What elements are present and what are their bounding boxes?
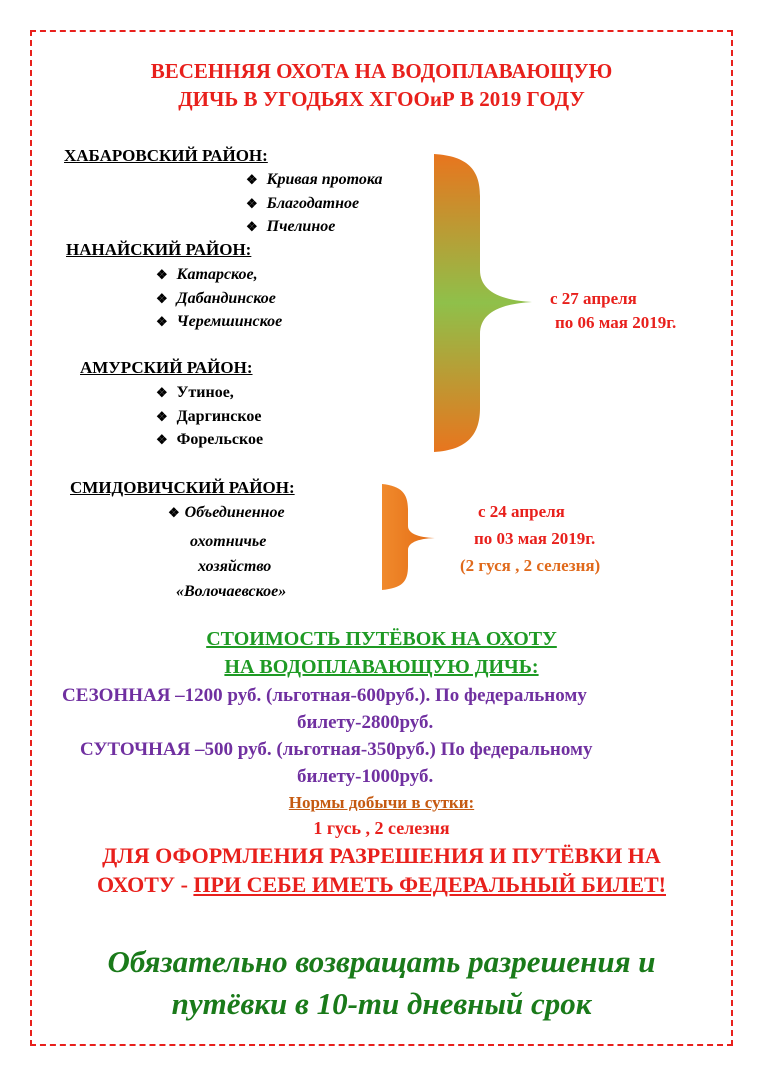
warning-line-2: ОХОТУ - ПРИ СЕБЕ ИМЕТЬ ФЕДЕРАЛЬНЫЙ БИЛЕТ! [96, 872, 666, 897]
curly-brace-small [380, 482, 442, 592]
diamond-bullet-icon: ❖ [156, 314, 168, 329]
place-item: «Волочаевское» [176, 583, 287, 600]
cost-daily-line-1: СУТОЧНАЯ –500 руб. (льготная-350руб.) По федеральному [80, 739, 593, 760]
cost-heading-1: СТОИМОСТЬ ПУТЁВОК НА ОХОТУ [206, 628, 557, 650]
place-item: ❖ Даргинское [156, 408, 262, 425]
diamond-bullet-icon: ❖ [156, 432, 168, 447]
place-item: ❖ Черемшинское [156, 313, 283, 330]
diamond-bullet-icon: ❖ [156, 291, 168, 306]
diamond-bullet-icon: ❖ [246, 196, 258, 211]
district-khabarovsky: ХАБАРОВСКИЙ РАЙОН: [64, 146, 268, 165]
place-item: охотничье [190, 533, 267, 550]
diamond-bullet-icon: ❖ [156, 385, 168, 400]
period2-to: по 03 мая 2019г. [474, 529, 596, 548]
place-item: ❖ Кривая протока [246, 171, 383, 188]
place-item: хозяйство [198, 558, 272, 575]
norms-heading: Нормы добычи в сутки: [288, 793, 475, 812]
diamond-bullet-icon: ❖ [246, 219, 258, 234]
diamond-bullet-icon: ❖ [156, 409, 168, 424]
norms-value: 1 гусь , 2 селезня [313, 818, 450, 838]
place-item: ❖ Форельское [156, 431, 264, 448]
place-item: ❖ Утиное, [156, 384, 234, 401]
final-line-2: путёвки в 10-ти дневный срок [171, 986, 592, 1021]
period1-from: с 27 апреля [550, 289, 637, 308]
district-nanaisky: НАНАЙСКИЙ РАЙОН: [66, 240, 252, 259]
district-amursky: АМУРСКИЙ РАЙОН: [80, 358, 253, 377]
cost-daily-line-2: билету-1000руб. [297, 766, 434, 787]
period2-limit: (2 гуся , 2 селезня) [460, 556, 601, 575]
district-smidovichsky: СМИДОВИЧСКИЙ РАЙОН: [70, 478, 295, 497]
period2-from: с 24 апреля [478, 502, 565, 521]
cost-heading-2: НА ВОДОПЛАВАЮЩУЮ ДИЧЬ: [224, 656, 539, 678]
diamond-bullet-icon: ❖ [246, 172, 258, 187]
warning-line-1: ДЛЯ ОФОРМЛЕНИЯ РАЗРЕШЕНИЯ И ПУТЁВКИ НА [102, 843, 661, 868]
period1-to: по 06 мая 2019г. [555, 313, 677, 332]
place-item: ❖ Пчелиное [246, 218, 336, 235]
cost-seasonal-line-2: билету-2800руб. [297, 712, 434, 733]
diamond-bullet-icon: ❖ [156, 267, 168, 282]
curly-brace-large [428, 152, 538, 454]
final-line-1: Обязательно возвращать разрешения и [107, 944, 656, 979]
cost-seasonal-line-1: СЕЗОННАЯ –1200 руб. (льготная-600руб.). По федеральному [62, 685, 587, 706]
place-item: ❖ Объединенное [168, 504, 285, 521]
place-item: ❖ Благодатное [246, 195, 360, 212]
title-line-2: ДИЧЬ В УГОДЬЯХ ХГООиР В 2019 ГОДУ [178, 87, 585, 111]
place-item: ❖ Катарское, [156, 266, 258, 283]
diamond-bullet-icon: ❖ [168, 505, 180, 520]
place-item: ❖ Дабандинское [156, 290, 276, 307]
title-line-1: ВЕСЕННЯЯ ОХОТА НА ВОДОПЛАВАЮЩУЮ [150, 59, 613, 83]
